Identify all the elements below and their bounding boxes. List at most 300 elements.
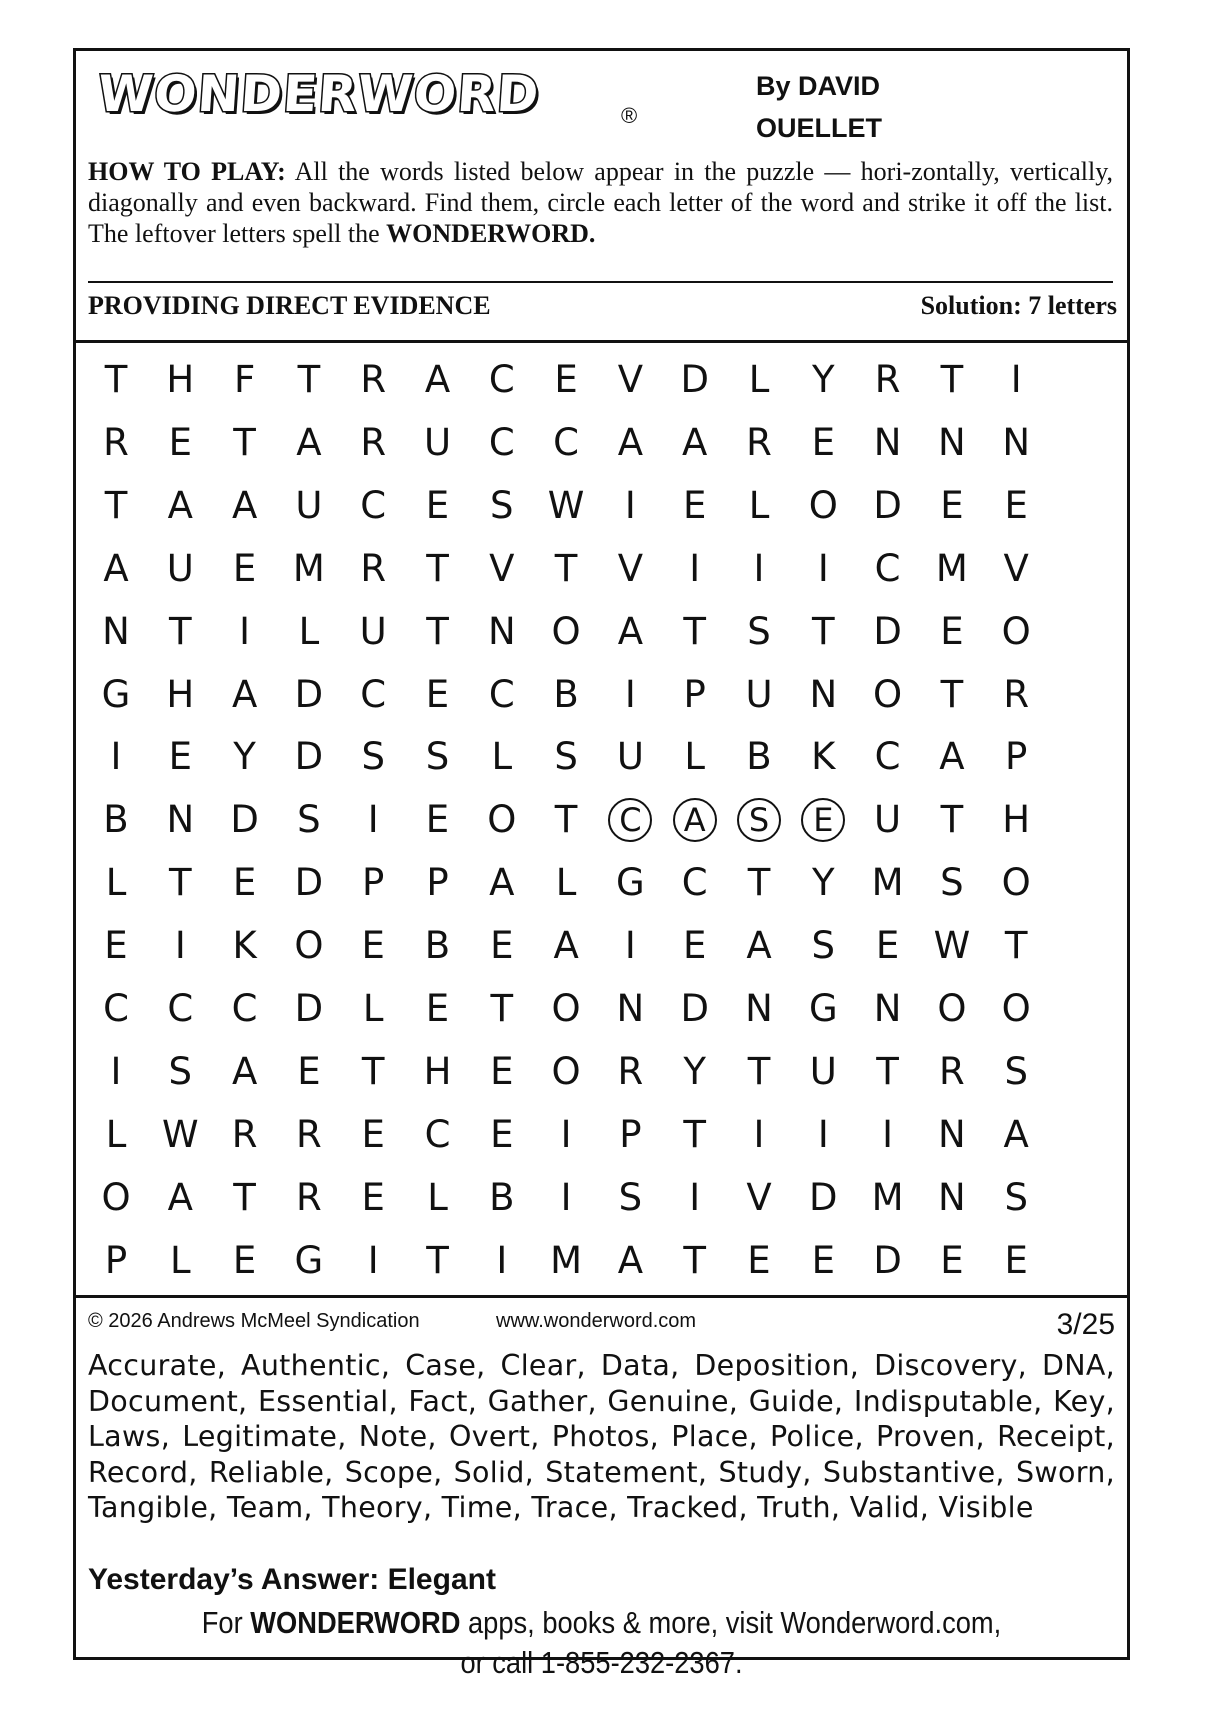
grid-cell[interactable]: [533, 1229, 599, 1292]
grid-cell[interactable]: [726, 851, 792, 914]
grid-cell[interactable]: [533, 1166, 599, 1229]
grid-cell[interactable]: [726, 788, 792, 851]
grid-cell[interactable]: [83, 411, 149, 474]
grid-cell[interactable]: [662, 411, 728, 474]
grid-cell[interactable]: [983, 977, 1049, 1040]
grid-cell[interactable]: [597, 1229, 663, 1292]
grid-cell[interactable]: [662, 663, 728, 726]
grid-cell[interactable]: [597, 788, 663, 851]
grid-letter: T: [233, 1175, 256, 1219]
grid-cell[interactable]: [469, 725, 535, 788]
grid-cell[interactable]: [83, 663, 149, 726]
grid-letter: I: [689, 1175, 701, 1219]
grid-cell[interactable]: [597, 1103, 663, 1166]
grid-cell[interactable]: [533, 537, 599, 600]
grid-cell[interactable]: [790, 600, 856, 663]
grid-cell[interactable]: [147, 851, 213, 914]
grid-cell[interactable]: [147, 725, 213, 788]
grid-cell[interactable]: [212, 474, 278, 537]
grid-letter: E: [425, 483, 450, 527]
grid-letter: R: [939, 1049, 965, 1093]
how-to-play-text: All the words listed below appear in the puzzle — hori-zontally, vertically, diagonally and even backward. Find them, circle each letter of the word and strike it off the list. The leftover letters spell the: [88, 157, 1114, 248]
grid-cell[interactable]: [469, 1229, 535, 1292]
grid-cell[interactable]: [533, 1040, 599, 1103]
grid-cell[interactable]: [469, 1166, 535, 1229]
puzzle-theme: PROVIDING DIRECT EVIDENCE: [88, 291, 491, 320]
grid-letter: L: [298, 609, 320, 653]
grid-letter: U: [745, 672, 773, 716]
grid-cell[interactable]: [597, 348, 663, 411]
grid-cell[interactable]: [983, 788, 1049, 851]
grid-cell[interactable]: [469, 1103, 535, 1166]
grid-cell[interactable]: [790, 977, 856, 1040]
grid-cell[interactable]: [340, 1040, 406, 1103]
grid-letter: L: [427, 1175, 448, 1219]
grid-cell[interactable]: [919, 1103, 985, 1166]
grid-cell[interactable]: [983, 1103, 1049, 1166]
grid-cell[interactable]: [340, 1103, 406, 1166]
grid-letter: E: [425, 798, 450, 842]
grid-letter: C: [488, 672, 515, 716]
grid-cell[interactable]: [855, 851, 921, 914]
grid-letter: P: [1005, 735, 1028, 779]
grid-cell[interactable]: [919, 348, 985, 411]
grid-cell[interactable]: [983, 1229, 1049, 1292]
grid-cell[interactable]: [83, 1103, 149, 1166]
grid-letter: S: [737, 798, 781, 842]
grid-cell[interactable]: [405, 977, 471, 1040]
grid-letter: F: [233, 358, 256, 401]
grid-cell[interactable]: [855, 663, 921, 726]
grid-cell[interactable]: [662, 725, 728, 788]
grid-cell[interactable]: [983, 725, 1049, 788]
grid-cell[interactable]: [340, 1166, 406, 1229]
grid-cell[interactable]: [662, 348, 728, 411]
grid-cell[interactable]: [533, 788, 599, 851]
grid-cell[interactable]: [919, 1166, 985, 1229]
grid-cell[interactable]: [405, 1040, 471, 1103]
grid-cell[interactable]: [919, 914, 985, 977]
grid-cell[interactable]: [919, 1040, 985, 1103]
grid-cell[interactable]: [469, 474, 535, 537]
grid-cell[interactable]: [983, 537, 1049, 600]
grid-cell[interactable]: [276, 1229, 342, 1292]
grid-cell[interactable]: [147, 1040, 213, 1103]
grid-letter: U: [359, 609, 387, 653]
grid-letter: A: [231, 483, 258, 527]
grid-letter: E: [682, 924, 707, 968]
grid-cell[interactable]: [405, 600, 471, 663]
grid-cell[interactable]: [469, 788, 535, 851]
grid-cell[interactable]: [726, 977, 792, 1040]
grid-cell[interactable]: [790, 537, 856, 600]
grid-cell[interactable]: [83, 1040, 149, 1103]
grid-letter: I: [753, 546, 765, 590]
grid-cell[interactable]: [276, 411, 342, 474]
grid-cell[interactable]: [405, 663, 471, 726]
grid-letter: O: [1001, 861, 1031, 905]
grid-cell[interactable]: [147, 474, 213, 537]
grid-cell[interactable]: [147, 537, 213, 600]
grid-letter: W: [162, 1112, 199, 1156]
grid-cell[interactable]: [147, 663, 213, 726]
grid-cell[interactable]: [983, 474, 1049, 537]
grid-cell[interactable]: [276, 663, 342, 726]
grid-cell[interactable]: [276, 474, 342, 537]
grid-letter: I: [624, 924, 636, 968]
grid-cell[interactable]: [469, 851, 535, 914]
grid-cell[interactable]: [340, 725, 406, 788]
grid-cell[interactable]: [855, 1103, 921, 1166]
grid-cell[interactable]: [212, 914, 278, 977]
grid-cell[interactable]: [790, 1103, 856, 1166]
grid-cell[interactable]: [790, 1040, 856, 1103]
grid-cell[interactable]: [662, 914, 728, 977]
grid-cell[interactable]: [147, 914, 213, 977]
registered-mark: ®: [621, 103, 638, 128]
grid-cell[interactable]: [340, 537, 406, 600]
grid-cell[interactable]: [726, 348, 792, 411]
grid-cell[interactable]: [340, 977, 406, 1040]
grid-letter: N: [745, 987, 773, 1030]
grid-letter: C: [608, 798, 652, 842]
grid-cell[interactable]: [983, 1166, 1049, 1229]
grid-cell[interactable]: [533, 914, 599, 977]
grid-letter: I: [110, 1049, 122, 1093]
grid-cell[interactable]: [597, 977, 663, 1040]
grid-cell[interactable]: [469, 348, 535, 411]
grid-cell[interactable]: [405, 1166, 471, 1229]
grid-cell[interactable]: [726, 1103, 792, 1166]
grid-cell[interactable]: [340, 914, 406, 977]
grid-letter: H: [423, 1049, 452, 1093]
grid-cell[interactable]: [469, 1040, 535, 1103]
grid-cell[interactable]: [726, 600, 792, 663]
grid-cell[interactable]: [919, 663, 985, 726]
grid-cell[interactable]: [855, 977, 921, 1040]
grid-cell[interactable]: [597, 474, 663, 537]
grid-letter: A: [167, 1175, 193, 1219]
grid-letter: T: [297, 358, 321, 401]
grid-cell[interactable]: [533, 474, 599, 537]
grid-cell[interactable]: [340, 1229, 406, 1292]
grid-cell[interactable]: [276, 1040, 342, 1103]
grid-letter: D: [873, 483, 902, 527]
grid-cell[interactable]: [533, 851, 599, 914]
grid-cell[interactable]: [533, 411, 599, 474]
grid-cell[interactable]: [790, 1166, 856, 1229]
grid-cell[interactable]: [919, 725, 985, 788]
grid-letter: S: [747, 609, 771, 653]
grid-cell[interactable]: [855, 1229, 921, 1292]
grid-cell[interactable]: [405, 725, 471, 788]
puzzle-frame: [73, 48, 1130, 1680]
grid-cell[interactable]: [340, 788, 406, 851]
grid-cell[interactable]: [983, 411, 1049, 474]
grid-cell[interactable]: [790, 725, 856, 788]
grid-cell[interactable]: [597, 663, 663, 726]
grid-letter: V: [617, 546, 644, 590]
grid-letter: T: [361, 1049, 385, 1093]
grid-cell[interactable]: [405, 348, 471, 411]
grid-letter: E: [361, 924, 385, 968]
grid-cell[interactable]: [662, 1040, 728, 1103]
grid-cell[interactable]: [855, 348, 921, 411]
grid-cell[interactable]: [597, 411, 663, 474]
grid-letter: W: [933, 924, 971, 968]
grid-cell[interactable]: [212, 977, 278, 1040]
grid-cell[interactable]: [83, 851, 149, 914]
grid-cell[interactable]: [726, 663, 792, 726]
grid-letter: O: [101, 1175, 131, 1219]
grid-cell[interactable]: [855, 725, 921, 788]
grid-cell[interactable]: [855, 1040, 921, 1103]
grid-letter: I: [367, 1238, 379, 1282]
grid-cell[interactable]: [983, 663, 1049, 726]
grid-cell[interactable]: [662, 977, 728, 1040]
grid-letter: B: [424, 924, 451, 968]
grid-cell[interactable]: [790, 914, 856, 977]
grid-cell[interactable]: [405, 851, 471, 914]
grid-letter: H: [166, 358, 195, 401]
grid-cell[interactable]: [533, 348, 599, 411]
grid-cell[interactable]: [855, 474, 921, 537]
yesterday-answer: Yesterday’s Answer: Elegant: [88, 1563, 496, 1596]
grid-letter: V: [746, 1175, 772, 1219]
grid-cell[interactable]: [533, 977, 599, 1040]
grid-cell[interactable]: [726, 914, 792, 977]
grid-cell[interactable]: [662, 788, 728, 851]
grid-cell[interactable]: [147, 1166, 213, 1229]
grid-cell[interactable]: [662, 474, 728, 537]
grid-cell[interactable]: [276, 1103, 342, 1166]
grid-cell[interactable]: [83, 600, 149, 663]
grid-cell[interactable]: [919, 851, 985, 914]
grid-cell[interactable]: [662, 537, 728, 600]
grid-cell[interactable]: [83, 537, 149, 600]
grid-letter: V: [489, 546, 515, 590]
grid-cell[interactable]: [212, 725, 278, 788]
grid-cell[interactable]: [726, 725, 792, 788]
grid-cell[interactable]: [726, 1040, 792, 1103]
grid-cell[interactable]: [405, 411, 471, 474]
grid-cell[interactable]: [983, 914, 1049, 977]
promo-line1: [139, 1603, 1064, 1643]
grid-cell[interactable]: [405, 1103, 471, 1166]
grid-letter: G: [101, 672, 131, 716]
grid-cell[interactable]: [147, 788, 213, 851]
grid-letter: I: [110, 735, 122, 779]
grid-cell[interactable]: [340, 411, 406, 474]
grid-cell[interactable]: [597, 725, 663, 788]
grid-letter: E: [168, 735, 192, 779]
grid-cell[interactable]: [790, 1229, 856, 1292]
grid-cell[interactable]: [212, 600, 278, 663]
grid-cell[interactable]: [469, 600, 535, 663]
grid-letter: D: [230, 798, 259, 842]
grid-cell[interactable]: [212, 851, 278, 914]
grid-cell[interactable]: [276, 348, 342, 411]
grid-cell[interactable]: [726, 537, 792, 600]
grid-letter: E: [490, 1112, 514, 1156]
grid-letter: N: [102, 609, 130, 653]
grid-cell[interactable]: [147, 600, 213, 663]
grid-letter: C: [167, 987, 194, 1030]
grid-cell[interactable]: [212, 1040, 278, 1103]
grid-cell[interactable]: [790, 663, 856, 726]
grid-letter: U: [874, 798, 902, 842]
grid-cell[interactable]: [662, 600, 728, 663]
grid-letter: G: [294, 1238, 324, 1282]
grid-cell[interactable]: [726, 1166, 792, 1229]
grid-letter: D: [873, 609, 902, 653]
grid-cell[interactable]: [790, 411, 856, 474]
grid-cell[interactable]: [469, 914, 535, 977]
grid-cell[interactable]: [919, 474, 985, 537]
grid-letter: L: [555, 861, 577, 905]
grid-cell[interactable]: [726, 1229, 792, 1292]
grid-cell[interactable]: [276, 537, 342, 600]
grid-cell[interactable]: [212, 1229, 278, 1292]
grid-cell[interactable]: [147, 1103, 213, 1166]
grid-cell[interactable]: [983, 348, 1049, 411]
grid-cell[interactable]: [662, 851, 728, 914]
grid-cell[interactable]: [276, 851, 342, 914]
grid-cell[interactable]: [662, 1229, 728, 1292]
grid-letter: N: [873, 987, 902, 1030]
grid-letter: E: [811, 420, 835, 464]
grid-cell[interactable]: [147, 411, 213, 474]
grid-cell[interactable]: [405, 1229, 471, 1292]
grid-cell[interactable]: [790, 851, 856, 914]
grid-cell[interactable]: [212, 1166, 278, 1229]
grid-letter: L: [748, 358, 770, 401]
grid-cell[interactable]: [855, 411, 921, 474]
grid-cell[interactable]: [340, 663, 406, 726]
grid-cell[interactable]: [83, 1166, 149, 1229]
grid-cell[interactable]: [919, 537, 985, 600]
grid-letter: S: [361, 735, 385, 779]
grid-cell[interactable]: [276, 1166, 342, 1229]
grid-cell[interactable]: [147, 348, 213, 411]
grid-cell[interactable]: [276, 977, 342, 1040]
grid-cell[interactable]: [597, 851, 663, 914]
grid-cell[interactable]: [276, 600, 342, 663]
grid-cell[interactable]: [597, 1040, 663, 1103]
grid-cell[interactable]: [147, 1229, 213, 1292]
grid-cell[interactable]: [533, 1103, 599, 1166]
grid-cell[interactable]: [469, 663, 535, 726]
grid-letter: I: [1010, 358, 1022, 401]
grid-cell[interactable]: [212, 663, 278, 726]
grid-cell[interactable]: [405, 537, 471, 600]
grid-cell[interactable]: [662, 1166, 728, 1229]
grid-cell[interactable]: [726, 474, 792, 537]
grid-cell[interactable]: [212, 348, 278, 411]
grid-letter: I: [753, 1112, 765, 1156]
grid-cell[interactable]: [83, 725, 149, 788]
grid-cell[interactable]: [212, 1103, 278, 1166]
grid-cell[interactable]: [340, 348, 406, 411]
grid-letter: L: [748, 483, 770, 527]
grid-cell[interactable]: [983, 1040, 1049, 1103]
grid-cell[interactable]: [597, 600, 663, 663]
grid-letter: D: [680, 358, 709, 401]
grid-cell[interactable]: [276, 914, 342, 977]
grid-cell[interactable]: [919, 788, 985, 851]
grid-cell[interactable]: [83, 1229, 149, 1292]
grid-letter: A: [103, 546, 129, 590]
promo-prefix: For: [201, 1605, 243, 1640]
grid-cell[interactable]: [147, 977, 213, 1040]
grid-letter: S: [168, 1049, 193, 1093]
letter-grid[interactable]: [76, 343, 1127, 1298]
grid-letter: D: [294, 861, 324, 905]
grid-cell[interactable]: [469, 977, 535, 1040]
grid-cell[interactable]: [597, 537, 663, 600]
grid-cell[interactable]: [83, 914, 149, 977]
grid-cell[interactable]: [919, 600, 985, 663]
grid-cell[interactable]: [790, 348, 856, 411]
grid-cell[interactable]: [405, 914, 471, 977]
grid-cell[interactable]: [919, 977, 985, 1040]
how-to-play-label: HOW TO PLAY:: [88, 157, 286, 186]
grid-cell[interactable]: [405, 474, 471, 537]
grid-cell[interactable]: [597, 1166, 663, 1229]
grid-cell[interactable]: [83, 977, 149, 1040]
grid-cell[interactable]: [855, 1166, 921, 1229]
grid-cell[interactable]: [533, 600, 599, 663]
grid-cell[interactable]: [340, 474, 406, 537]
grid-letter: C: [360, 483, 387, 527]
grid-cell[interactable]: [919, 411, 985, 474]
grid-cell[interactable]: [212, 788, 278, 851]
grid-cell[interactable]: [212, 537, 278, 600]
grid-cell[interactable]: [83, 788, 149, 851]
grid-cell[interactable]: [855, 788, 921, 851]
grid-cell[interactable]: [855, 914, 921, 977]
grid-letter: N: [616, 987, 645, 1030]
grid-cell[interactable]: [276, 725, 342, 788]
grid-cell[interactable]: [855, 600, 921, 663]
grid-cell[interactable]: [919, 1229, 985, 1292]
grid-cell[interactable]: [276, 788, 342, 851]
grid-letter: G: [616, 861, 645, 905]
grid-cell[interactable]: [662, 1103, 728, 1166]
grid-cell[interactable]: [212, 411, 278, 474]
grid-cell[interactable]: [469, 411, 535, 474]
grid-cell[interactable]: [340, 600, 406, 663]
website-link[interactable]: www.wonderword.com: [496, 1310, 697, 1332]
grid-cell[interactable]: [83, 348, 149, 411]
grid-letter: T: [683, 1238, 706, 1282]
grid-cell[interactable]: [533, 663, 599, 726]
grid-letter: D: [294, 672, 324, 716]
grid-cell[interactable]: [405, 788, 471, 851]
grid-cell[interactable]: [983, 600, 1049, 663]
grid-cell[interactable]: [469, 537, 535, 600]
grid-cell[interactable]: [790, 788, 856, 851]
grid-cell[interactable]: [83, 474, 149, 537]
grid-cell[interactable]: [597, 914, 663, 977]
grid-cell[interactable]: [790, 474, 856, 537]
grid-cell[interactable]: [726, 411, 792, 474]
grid-letter: T: [426, 609, 449, 653]
grid-cell[interactable]: [983, 851, 1049, 914]
grid-cell[interactable]: [340, 851, 406, 914]
grid-cell[interactable]: [855, 537, 921, 600]
grid-cell[interactable]: [533, 725, 599, 788]
